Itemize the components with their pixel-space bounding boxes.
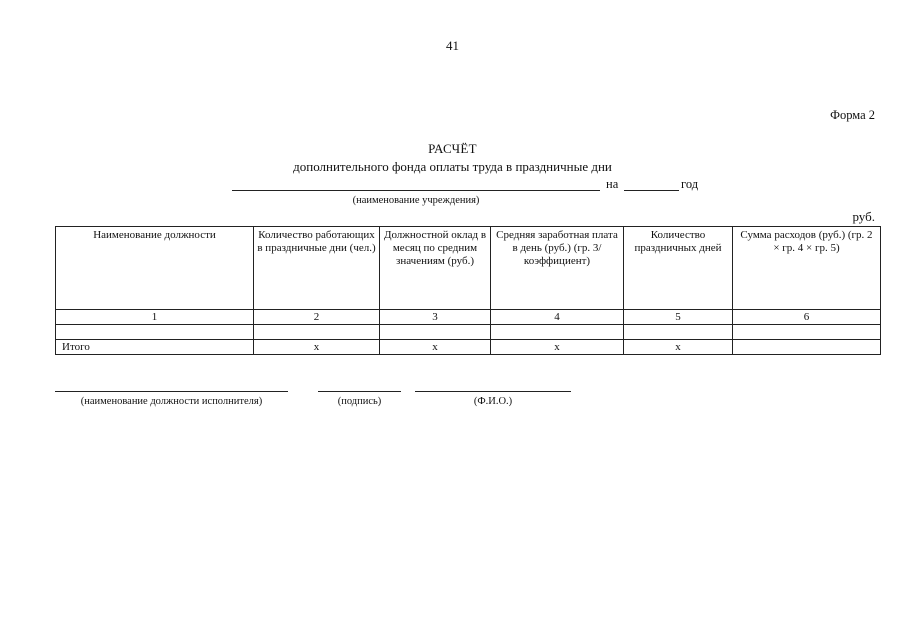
total-cell: х [624,340,733,355]
institution-caption: (наименование учреждения) [352,195,480,206]
signature-line [318,391,401,392]
total-cell: х [254,340,380,355]
institution-name-line [232,177,600,191]
column-number: 3 [380,310,491,325]
table-cell [624,325,733,340]
signature-caption: (подпись) [337,396,382,407]
page-number: 41 [446,38,459,53]
table-cell [380,325,491,340]
total-cell: х [491,340,624,355]
table-cell [733,325,881,340]
document-title: РАСЧЁТ [428,141,477,156]
fio-signature-line [415,391,571,392]
form-label: Форма 2 [830,108,875,122]
column-number: 1 [56,310,254,325]
period-year-word: год [681,177,699,191]
table-header-row [56,227,881,310]
header-expense-sum: Сумма расходов (руб.) (гр. 2 × гр. 4 × гр. 5) [733,227,881,310]
fio-caption: (Ф.И.О.) [473,396,513,407]
calculation-table [55,226,881,355]
header-holiday-count: Количество праздничных дней [624,227,733,310]
year-line [624,177,679,191]
header-daily-wage: Средняя заработная плата в день (руб.) (гр. 3/ коэффициент) [491,227,624,310]
table-column-numbers-row [56,310,881,325]
header-worker-count: Количество работающих в праздничные дни (чел.) [254,227,380,310]
currency-unit: руб. [852,209,875,224]
total-cell: х [380,340,491,355]
column-number: 6 [733,310,881,325]
table-cell [56,325,254,340]
table-total-row [56,340,881,355]
period-preposition: на [606,177,619,191]
table-row [56,325,881,340]
document-subtitle: дополнительного фонда оплаты труда в праздничные дни [293,159,612,174]
table-cell [254,325,380,340]
total-label: Итого [56,340,254,355]
header-position: Наименование должности [56,227,254,310]
position-caption: (наименование должности исполнителя) [80,396,263,407]
column-number: 2 [254,310,380,325]
total-cell [733,340,881,355]
column-number: 5 [624,310,733,325]
header-monthly-salary: Должностной оклад в месяц по средним значениям (руб.) [380,227,491,310]
column-number: 4 [491,310,624,325]
position-signature-line [55,391,288,392]
table-cell [491,325,624,340]
